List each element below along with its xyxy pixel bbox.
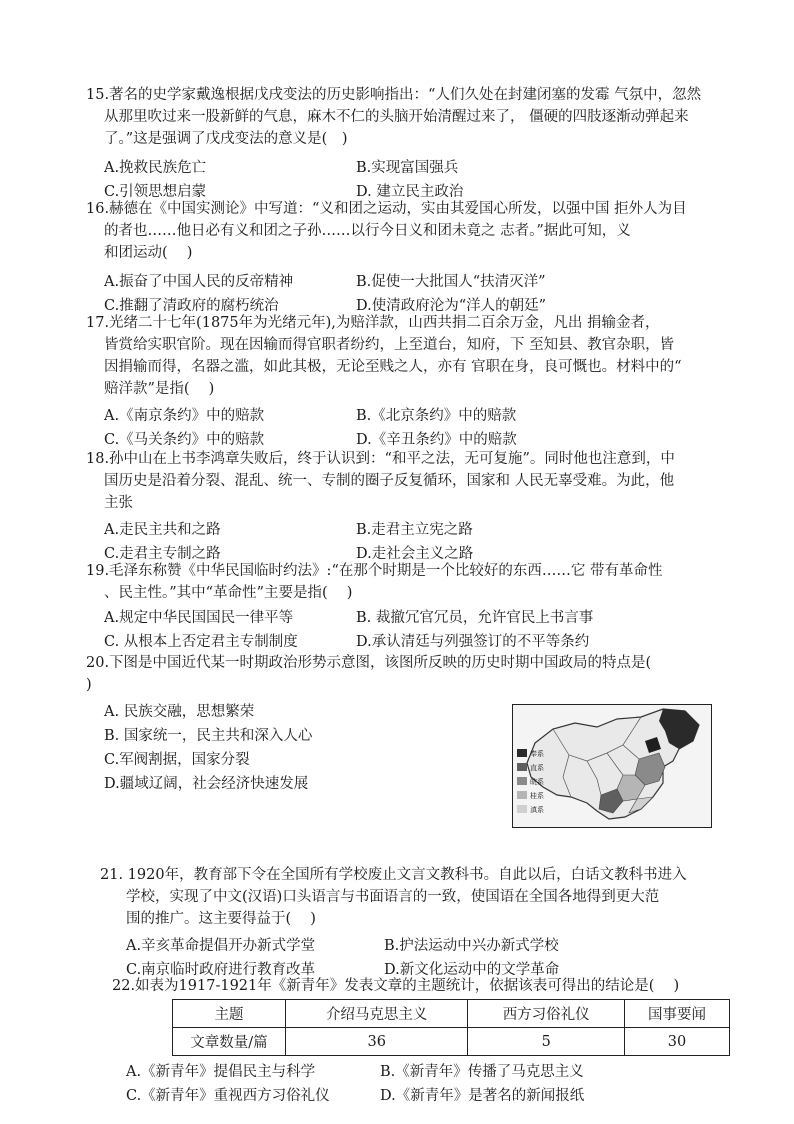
table-cell: 文章数量/篇 (173, 1028, 286, 1056)
article-stat-table (172, 999, 730, 1056)
q16-option-c[interactable]: C.推翻了清政府的腐朽统治 (104, 298, 279, 314)
q21-line-2: 学校，实现了中文(汉语)口头语言与书面语言的一致，使国语在全国各地得到更大范 (126, 889, 660, 905)
q17-line-3: 因捐输而得，名器之滥，如此其极，无论至贱之人，亦有 官职在身，良可慨也。材料中的“ (104, 359, 682, 375)
table-header-row (173, 1000, 730, 1028)
table-header-cell: 西方习俗礼仪 (468, 1000, 625, 1028)
question-16 (86, 198, 726, 318)
q16-line-2: 的者也……他日必有义和团之子孙……以行今日义和团未竟之 志者。”据此可知，义 (104, 223, 631, 239)
table-header-cell: 介绍马克思主义 (286, 1000, 468, 1028)
q22-line-1: 22.如表为1917-1921年《新青年》发表文章的主题统计，依据该表可得出的结论是( ) (112, 978, 680, 994)
q18-line-3: 主张 (104, 495, 133, 511)
q18-line-2: 国历史是沿着分裂、混乱、统一、专制的圈子反复循环，国家和 人民无辜受难。为此，他 (104, 473, 675, 489)
q16-option-d[interactable]: D.使清政府沦为“洋人的朝廷” (356, 298, 547, 314)
q20-option-d[interactable]: D.疆域辽阔，社会经济快速发展 (104, 776, 309, 792)
question-19 (86, 560, 726, 654)
q17-option-c[interactable]: C.《马关条约》中的赔款 (104, 432, 265, 448)
q20-option-c[interactable]: C.军阀割据，国家分裂 (104, 752, 250, 768)
q16-option-a[interactable]: A.振奋了中国人民的反帝精神 (104, 274, 294, 290)
q17-line-4: 赔洋款”是指( ) (104, 381, 215, 397)
q16-line-3: 和团运动( ) (104, 245, 193, 261)
map-legend-3: 皖系 (530, 778, 544, 786)
q15-option-d[interactable]: D. 建立民主政治 (356, 184, 464, 200)
q15-line-2: 从那里吹过来一股新鲜的气息，麻木不仁的头脑开始清醒过来了， 僵硬的四肢逐渐动弹起来 (104, 109, 689, 125)
q17-line-2: 皆赏给实职官阶。现在因输而得官职者纷约，上至道台，知府，下 至知县、教官杂职，皆 (104, 337, 675, 353)
question-20 (86, 652, 726, 696)
q19-line-2: 、民主性。”其中“革命性”主要是指( ) (104, 585, 353, 601)
q18-option-a[interactable]: A.走民主共和之路 (104, 522, 221, 538)
q19-option-a[interactable]: A.规定中华民国国民一律平等 (104, 610, 294, 626)
table-header-cell: 主题 (173, 1000, 286, 1028)
question-22-options (112, 1060, 732, 1108)
table-cell: 30 (624, 1028, 729, 1056)
question-15 (86, 84, 726, 204)
q15-option-a[interactable]: A.挽救民族危亡 (104, 160, 207, 176)
q15-line-3: 了。”这是强调了戊戌变法的意义是( ) (104, 131, 348, 147)
table-row (173, 1028, 730, 1056)
q16-option-b[interactable]: B.促使一大批国人“扶清灭洋” (356, 274, 546, 290)
warlord-map-figure (512, 704, 712, 828)
q22-option-a[interactable]: A.《新青年》提倡民主与科学 (126, 1064, 316, 1080)
q20-option-b[interactable]: B. 国家统一，民主共和深入人心 (104, 728, 313, 744)
q15-option-c[interactable]: C.引领思想启蒙 (104, 184, 207, 200)
q22-option-c[interactable]: C.《新青年》重视西方习俗礼仪 (126, 1088, 330, 1104)
table-cell: 36 (286, 1028, 468, 1056)
q15-option-b[interactable]: B.实现富国强兵 (356, 160, 459, 176)
china-map-image (513, 705, 711, 827)
q16-line-1: 16.赫德在《中国实测论》中写道：“义和团之运动，实由其爱国心所发，以强中国 拒外人为目 (86, 201, 687, 217)
question-17 (86, 312, 726, 452)
question-21 (100, 864, 730, 982)
q21-line-3: 围的推广。这主要得益于( ) (126, 911, 316, 927)
q18-option-d[interactable]: D.走社会主义之路 (356, 546, 474, 562)
q17-line-1: 17.光绪二十七年(1875年为光绪元年),为赔洋款，山西共捐二百余万金，凡出 捐输金者， (86, 315, 660, 331)
q17-option-d[interactable]: D.《辛丑条约》中的赔款 (356, 432, 517, 448)
map-legend-4: 桂系 (530, 792, 544, 800)
q22-option-b[interactable]: B.《新青年》传播了马克思主义 (380, 1064, 584, 1080)
q20-line-2: ) (86, 677, 92, 693)
question-18 (86, 448, 726, 566)
q20-line-1: 20.下图是中国近代某一时期政治形势示意图，该图所反映的历史时期中国政局的特点是( (86, 655, 652, 671)
q22-option-d[interactable]: D.《新青年》是著名的新闻报纸 (380, 1088, 585, 1104)
q21-option-c[interactable]: C.南京临时政府进行教育改革 (126, 962, 316, 978)
q19-option-b[interactable]: B. 裁撤冗官冗员，允许官民上书言事 (356, 610, 594, 626)
map-legend-2: 直系 (530, 764, 544, 772)
q18-option-c[interactable]: C.走君主专制之路 (104, 546, 221, 562)
q17-option-a[interactable]: A.《南京条约》中的赔款 (104, 408, 265, 424)
q18-line-1: 18.孙中山在上书李鸿章失败后，终于认识到：“和平之法，无可复施”。同时他也注意到，中 (86, 451, 675, 467)
q19-option-c[interactable]: C. 从根本上否定君主专制制度 (104, 634, 298, 650)
table-header-cell: 国事要闻 (624, 1000, 729, 1028)
q21-line-1: 21. 1920年，教育部下令在全国所有学校废止文言文教科书。自此以后，白话文教科书进入 (100, 867, 687, 883)
q17-option-b[interactable]: B.《北京条约》中的赔款 (356, 408, 517, 424)
map-legend-5: 滇系 (530, 806, 544, 814)
question-22 (112, 975, 732, 997)
q20-option-a[interactable]: A. 民族交融，思想繁荣 (104, 704, 255, 720)
q15-line-1: 15.著名的史学家戴逸根据戊戌变法的历史影响指出：“人们久处在封建闭塞的发霉 气氛中，忽然 (86, 87, 702, 103)
q19-line-1: 19.毛泽东称赞《中华民国临时约法》:“在那个时期是一个比较好的东西……它 带有革命性 (86, 563, 663, 579)
q18-option-b[interactable]: B.走君主立宪之路 (356, 522, 473, 538)
q21-option-b[interactable]: B.护法运动中兴办新式学校 (384, 938, 559, 954)
table-cell: 5 (468, 1028, 625, 1056)
q21-option-d[interactable]: D.新文化运动中的文学革命 (384, 962, 560, 978)
q21-option-a[interactable]: A.辛亥革命提倡开办新式学堂 (126, 938, 316, 954)
map-legend-1: 奉系 (530, 750, 544, 758)
q19-option-d[interactable]: D.承认清廷与列强签订的不平等条约 (356, 634, 590, 650)
